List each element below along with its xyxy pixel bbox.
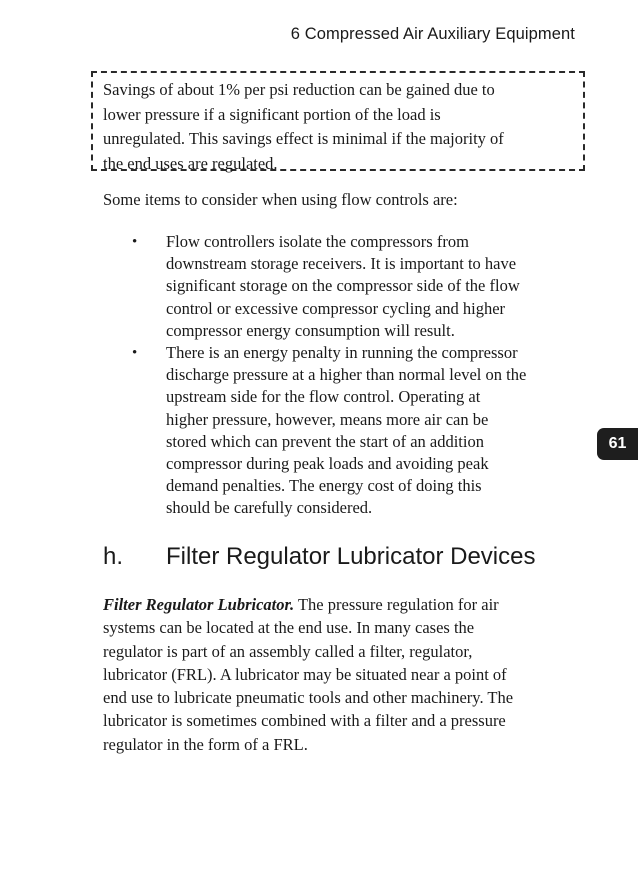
run-in-heading: Filter Regulator Lubricator.: [103, 595, 295, 614]
bullet-marker: •: [132, 345, 138, 362]
bullet-line: control or excessive compressor cycling and higher: [166, 298, 506, 318]
intro-text: Some items to consider when using flow controls are:: [103, 190, 458, 209]
bullet-line: There is an energy penalty in running the compressor: [166, 343, 518, 363]
bullet-line: upstream side for the flow control. Operating at: [166, 387, 481, 407]
bullet-line: compressor energy consumption will result.: [166, 320, 455, 340]
list-item: [103, 231, 578, 342]
callout-line: lower pressure if a significant portion of the load is: [103, 104, 441, 124]
paragraph-line: lubricator is sometimes combined with a filter and a pressure: [103, 711, 506, 731]
paragraph-line: regulator is part of an assembly called a filter, regulator,: [103, 641, 473, 661]
callout-line: the end uses are regulated.: [103, 153, 278, 173]
paragraph-first-line: The pressure regulation for air: [294, 595, 499, 614]
paragraph-line: [103, 593, 581, 616]
bullet-marker: •: [132, 234, 138, 250]
bullet-line: compressor during peak loads and avoiding peak: [166, 454, 489, 474]
section-heading: [103, 540, 535, 574]
paragraph-line: regulator in the form of a FRL.: [103, 734, 308, 754]
running-header: 6 Compressed Air Auxiliary Equipment: [290, 25, 575, 43]
section-letter: h.: [103, 543, 124, 570]
bullet-line: significant storage on the compressor side of the flow: [166, 276, 520, 296]
bullet-line: Flow controllers isolate the compressors from: [166, 232, 469, 251]
bullet-line: demand penalties. The energy cost of doing this: [166, 476, 482, 496]
paragraph-line: systems can be located at the end use. In many cases the: [103, 618, 475, 638]
bullet-line: stored which can prevent the start of an addition: [166, 431, 484, 451]
section-title: Filter Regulator Lubricator Devices: [166, 543, 536, 570]
list-item: [103, 342, 578, 520]
bullet-line: discharge pressure at a higher than normal level on the: [166, 365, 527, 385]
bullet-line: higher pressure, however, means more air can be: [166, 409, 489, 429]
paragraph-line: lubricator (FRL). A lubricator may be situated near a point of: [103, 664, 507, 684]
page-number-tab: 61: [597, 428, 638, 460]
bullet-line: downstream storage receivers. It is important to have: [166, 254, 517, 274]
body-paragraph: [103, 593, 581, 756]
paragraph-line: end use to lubricate pneumatic tools and other machinery. The: [103, 688, 514, 708]
callout-line: Savings of about 1% per psi reduction can be gained due to: [103, 80, 495, 99]
bullet-line: should be carefully considered.: [166, 498, 373, 518]
bullet-list: [103, 231, 578, 520]
callout-box: [91, 71, 585, 171]
callout-line: unregulated. This savings effect is minimal if the majority of: [103, 129, 504, 148]
